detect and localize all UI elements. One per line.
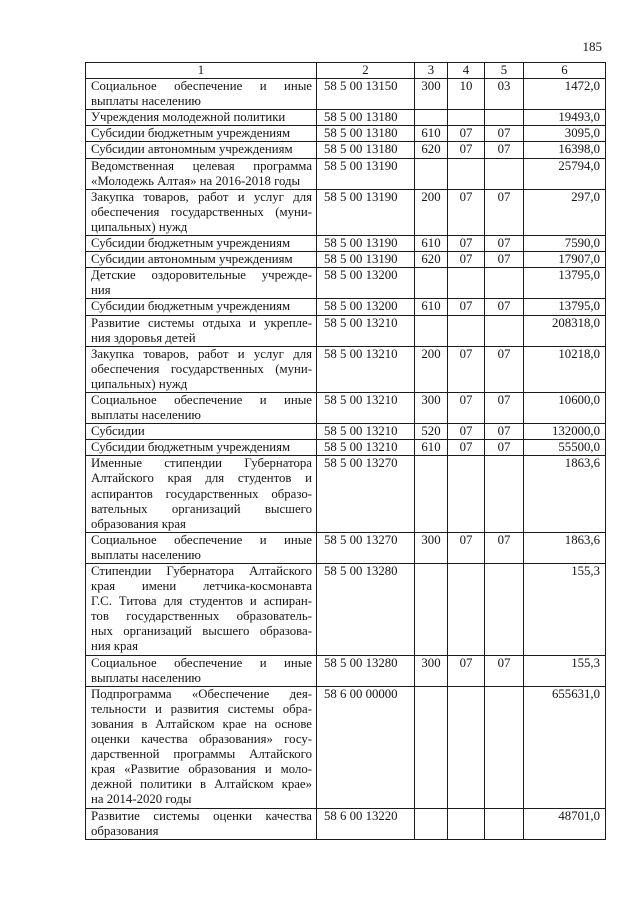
amount-cell: 155,3: [524, 655, 606, 686]
item-name-cell: [86, 236, 317, 252]
code-cell: 58 5 00 13190: [317, 252, 415, 268]
table-header: [86, 63, 606, 79]
column-5-cell: [485, 686, 524, 808]
code-cell: 58 5 00 13280: [317, 564, 415, 656]
item-name-cell: [86, 564, 317, 656]
text-line: тов государственных образователь-: [91, 609, 312, 624]
code-cell: 58 5 00 13190: [317, 158, 415, 189]
amount-cell: 297,0: [524, 189, 606, 235]
budget-table: [85, 62, 606, 840]
text-line: Подпрограмма «Обеспечение дея-: [91, 686, 312, 701]
code-cell: 58 5 00 13180: [317, 142, 415, 158]
column-5-cell: [485, 808, 524, 839]
text-line: ных организаций высшего образова-: [91, 624, 312, 639]
table-row: [86, 315, 606, 346]
item-name-cell: [86, 686, 317, 808]
table-row: [86, 655, 606, 686]
column-5-cell: 03: [485, 79, 524, 110]
amount-cell: 25794,0: [524, 158, 606, 189]
text-line: ния здоровья детей: [91, 330, 196, 345]
code-cell: 58 5 00 13270: [317, 532, 415, 563]
column-4-cell: 07: [448, 236, 485, 252]
text-line: Субсидии бюджетным учреждениям: [91, 299, 291, 314]
column-3-cell: 300: [415, 655, 448, 686]
text-line: дарственной программы Алтайского: [91, 747, 312, 762]
item-name-cell: [86, 110, 317, 126]
text-line: Субсидии автономным учреждениям: [91, 142, 293, 157]
code-cell: 58 5 00 13180: [317, 126, 415, 142]
column-3-cell: [415, 110, 448, 126]
text-line: Ведомственная целевая программа: [91, 158, 312, 173]
item-name-cell: [86, 126, 317, 142]
amount-cell: 1863,6: [524, 532, 606, 563]
column-5-cell: [485, 564, 524, 656]
item-name-cell: [86, 158, 317, 189]
text-line: выплаты населению: [91, 547, 201, 562]
header-cell-3: 3: [415, 63, 448, 79]
column-4-cell: 07: [448, 346, 485, 392]
header-cell-6: 6: [524, 63, 606, 79]
column-4-cell: 07: [448, 424, 485, 440]
text-line: аспирантов государственных образо-: [91, 486, 312, 501]
table-row: [86, 268, 606, 299]
amount-cell: 3095,0: [524, 126, 606, 142]
amount-cell: 13795,0: [524, 268, 606, 299]
column-5-cell: [485, 315, 524, 346]
column-4-cell: 07: [448, 655, 485, 686]
column-5-cell: 07: [485, 655, 524, 686]
text-line: дежной политики в Алтайском крае»: [91, 777, 312, 792]
table-row: [86, 126, 606, 142]
column-5-cell: 07: [485, 189, 524, 235]
column-3-cell: 620: [415, 142, 448, 158]
amount-cell: 10600,0: [524, 392, 606, 423]
amount-cell: 155,3: [524, 564, 606, 656]
table-row: [86, 142, 606, 158]
item-name-cell: [86, 252, 317, 268]
column-5-cell: 07: [485, 392, 524, 423]
column-4-cell: 07: [448, 142, 485, 158]
column-3-cell: 620: [415, 252, 448, 268]
column-4-cell: [448, 456, 485, 532]
column-3-cell: 300: [415, 392, 448, 423]
column-3-cell: [415, 268, 448, 299]
code-cell: 58 5 00 13180: [317, 110, 415, 126]
column-5-cell: [485, 158, 524, 189]
column-5-cell: [485, 110, 524, 126]
text-line: оценки качества образования» госу-: [91, 732, 312, 747]
amount-cell: 7590,0: [524, 236, 606, 252]
text-line: Социальное обеспечение и иные: [91, 655, 312, 670]
table-row: [86, 686, 606, 808]
table-row: [86, 456, 606, 532]
item-name-cell: [86, 392, 317, 423]
code-cell: 58 5 00 13210: [317, 440, 415, 456]
text-line: Г.С. Титова для студентов и аспиран-: [91, 594, 312, 609]
column-4-cell: [448, 158, 485, 189]
text-line: Субсидии бюджетным учреждениям: [91, 236, 291, 251]
column-3-cell: 610: [415, 440, 448, 456]
code-cell: 58 5 00 13210: [317, 315, 415, 346]
column-3-cell: 610: [415, 236, 448, 252]
column-4-cell: 07: [448, 440, 485, 456]
column-5-cell: [485, 268, 524, 299]
table-row: [86, 158, 606, 189]
text-line: выплаты населению: [91, 670, 201, 685]
text-line: Стипендии Губернатора Алтайского: [91, 564, 312, 578]
column-3-cell: 610: [415, 126, 448, 142]
column-3-cell: [415, 456, 448, 532]
table-row: [86, 392, 606, 423]
table-row: [86, 110, 606, 126]
item-name-cell: [86, 189, 317, 235]
column-5-cell: 07: [485, 532, 524, 563]
code-cell: 58 5 00 13270: [317, 456, 415, 532]
column-4-cell: 07: [448, 299, 485, 315]
column-4-cell: [448, 268, 485, 299]
column-4-cell: 07: [448, 252, 485, 268]
column-4-cell: 10: [448, 79, 485, 110]
code-cell: 58 6 00 13220: [317, 808, 415, 839]
text-line: Учреждения молодежной политики: [91, 110, 286, 125]
amount-cell: 655631,0: [524, 686, 606, 808]
text-line: тельности и развития системы обра-: [91, 701, 312, 716]
column-5-cell: 07: [485, 424, 524, 440]
column-5-cell: 07: [485, 346, 524, 392]
column-4-cell: 07: [448, 532, 485, 563]
text-line: обеспечения государственных (муни-: [91, 204, 312, 219]
table-row: [86, 252, 606, 268]
table-row: [86, 808, 606, 839]
code-cell: 58 6 00 00000: [317, 686, 415, 808]
table-row: [86, 564, 606, 656]
column-5-cell: 07: [485, 126, 524, 142]
column-4-cell: 07: [448, 189, 485, 235]
item-name-cell: [86, 456, 317, 532]
text-line: ципальных) нужд: [91, 376, 188, 391]
amount-cell: 208318,0: [524, 315, 606, 346]
text-line: Закупка товаров, работ и услуг для: [91, 189, 312, 204]
header-cell-4: 4: [448, 63, 485, 79]
text-line: ния края: [91, 639, 138, 654]
column-4-cell: [448, 564, 485, 656]
header-cell-5: 5: [485, 63, 524, 79]
column-5-cell: 07: [485, 440, 524, 456]
item-name-cell: [86, 346, 317, 392]
amount-cell: 132000,0: [524, 424, 606, 440]
column-4-cell: 07: [448, 392, 485, 423]
column-3-cell: [415, 158, 448, 189]
text-line: вательных организаций высшего: [91, 501, 312, 516]
text-line: Субсидии: [91, 424, 145, 439]
amount-cell: 55500,0: [524, 440, 606, 456]
column-3-cell: 520: [415, 424, 448, 440]
table-row: [86, 346, 606, 392]
table-row: [86, 236, 606, 252]
column-3-cell: [415, 564, 448, 656]
text-line: выплаты населению: [91, 94, 201, 109]
column-4-cell: [448, 808, 485, 839]
item-name-cell: [86, 655, 317, 686]
text-line: края «Развитие образования и моло-: [91, 762, 312, 777]
column-3-cell: 610: [415, 299, 448, 315]
text-line: выплаты населению: [91, 408, 201, 423]
text-line: Субсидии автономным учреждениям: [91, 252, 293, 267]
amount-cell: 48701,0: [524, 808, 606, 839]
text-line: образования края: [91, 516, 186, 531]
column-3-cell: [415, 808, 448, 839]
column-3-cell: 300: [415, 532, 448, 563]
column-4-cell: [448, 315, 485, 346]
item-name-cell: [86, 808, 317, 839]
code-cell: 58 5 00 13200: [317, 299, 415, 315]
column-5-cell: 07: [485, 142, 524, 158]
code-cell: 58 5 00 13210: [317, 392, 415, 423]
amount-cell: 10218,0: [524, 346, 606, 392]
text-line: Развитие системы отдыха и укрепле-: [91, 315, 312, 330]
column-4-cell: [448, 686, 485, 808]
amount-cell: 19493,0: [524, 110, 606, 126]
amount-cell: 17907,0: [524, 252, 606, 268]
text-line: зования в Алтайском крае на основе: [91, 716, 312, 731]
text-line: обеспечения государственных (муни-: [91, 361, 312, 376]
code-cell: 58 5 00 13280: [317, 655, 415, 686]
text-line: края имени летчика-космонавта: [91, 579, 312, 594]
text-line: Алтайского края для студентов и: [91, 471, 312, 486]
column-5-cell: 07: [485, 252, 524, 268]
code-cell: 58 5 00 13190: [317, 189, 415, 235]
column-4-cell: 07: [448, 126, 485, 142]
header-cell-2: 2: [317, 63, 415, 79]
column-3-cell: 200: [415, 346, 448, 392]
item-name-cell: [86, 268, 317, 299]
text-line: Субсидии бюджетным учреждениям: [91, 440, 291, 455]
text-line: образования: [91, 823, 159, 838]
text-line: Субсидии бюджетным учреждениям: [91, 126, 291, 141]
column-5-cell: 07: [485, 236, 524, 252]
page-number: 185: [582, 39, 602, 54]
text-line: Детские оздоровительные учрежде-: [91, 268, 312, 283]
item-name-cell: [86, 440, 317, 456]
text-line: ния: [91, 283, 111, 298]
table-row: [86, 424, 606, 440]
text-line: Социальное обеспечение и иные: [91, 392, 312, 407]
text-line: на 2014-2020 годы: [91, 792, 192, 807]
column-3-cell: 200: [415, 189, 448, 235]
table-row: [86, 440, 606, 456]
column-5-cell: 07: [485, 299, 524, 315]
table-row: [86, 532, 606, 563]
table-row: [86, 299, 606, 315]
text-line: Закупка товаров, работ и услуг для: [91, 346, 312, 361]
column-3-cell: [415, 315, 448, 346]
amount-cell: 13795,0: [524, 299, 606, 315]
text-line: Именные стипендии Губернатора: [91, 456, 312, 471]
column-4-cell: [448, 110, 485, 126]
table-row: [86, 79, 606, 110]
amount-cell: 16398,0: [524, 142, 606, 158]
item-name-cell: [86, 142, 317, 158]
item-name-cell: [86, 315, 317, 346]
text-line: «Молодежь Алтая» на 2016-2018 годы: [91, 173, 301, 188]
column-3-cell: 300: [415, 79, 448, 110]
amount-cell: 1863,6: [524, 456, 606, 532]
code-cell: 58 5 00 13190: [317, 236, 415, 252]
item-name-cell: [86, 79, 317, 110]
code-cell: 58 5 00 13210: [317, 346, 415, 392]
item-name-cell: [86, 299, 317, 315]
table-row: [86, 189, 606, 235]
table-body: [86, 79, 606, 840]
column-5-cell: [485, 456, 524, 532]
item-name-cell: [86, 532, 317, 563]
column-3-cell: [415, 686, 448, 808]
header-cell-1: 1: [86, 63, 317, 79]
amount-cell: 1472,0: [524, 79, 606, 110]
table-header-row: [86, 63, 606, 79]
text-line: ципальных) нужд: [91, 219, 188, 234]
code-cell: 58 5 00 13150: [317, 79, 415, 110]
item-name-cell: [86, 424, 317, 440]
text-line: Развитие системы оценки качества: [91, 808, 312, 823]
code-cell: 58 5 00 13200: [317, 268, 415, 299]
text-line: Социальное обеспечение и иные: [91, 79, 312, 94]
text-line: Социальное обеспечение и иные: [91, 532, 312, 547]
code-cell: 58 5 00 13210: [317, 424, 415, 440]
